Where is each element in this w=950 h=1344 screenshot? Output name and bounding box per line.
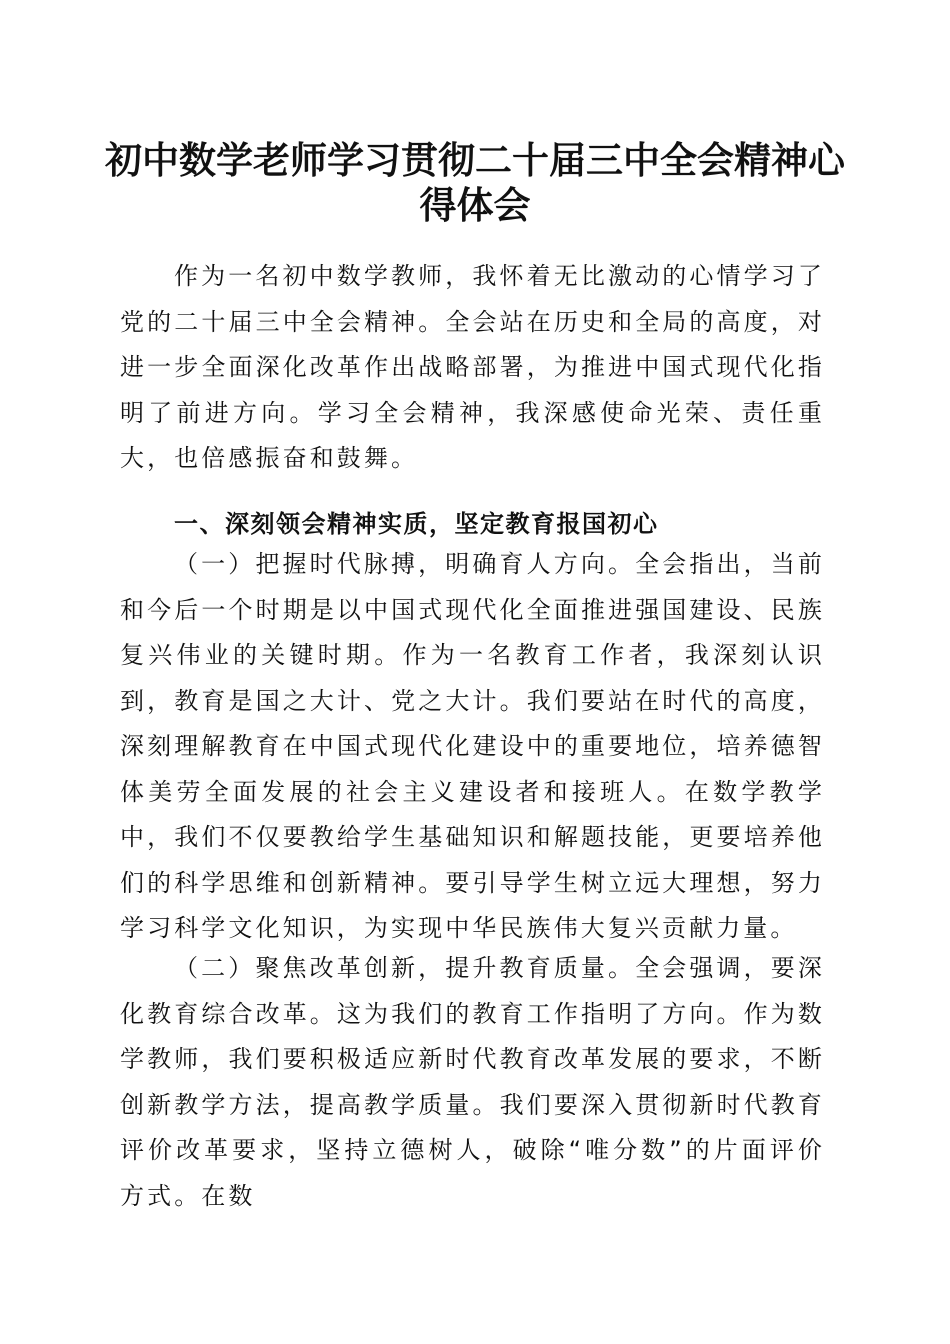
- subsection-body-1: 全会指出，当前和今后一个时期是以中国式现代化全面推进强国建设、民族复兴伟业的关键时期。作为一名教育工作者，我深刻认识到，教育是国之大计、党之大计。我们要站在时代的高度，深刻理解教育在中国式现代化建设中的重要地位，培养德智体美劳全面发展的社会主义建设者和接班人。在数学教学中，我们不仅要教给学生基础知识和解题技能，更要培养他们的科学思维和创新精神。要引导学生树立远大理想，努力学习科学文化知识，为实现中华民族伟大复兴贡献力量。: [120, 550, 825, 942]
- subsection-heading-2: （二）聚焦改革创新，提升教育质量。: [174, 954, 636, 982]
- document-title-line1: 初中数学老师学习贯彻二十届三中全会精神心: [105, 138, 845, 182]
- section-heading-1: 一、深刻领会精神实质，坚定教育报国初心: [174, 510, 659, 538]
- subsection-body-2: 全会强调，要深化教育综合改革。这为我们的教育工作指明了方向。作为数学教师，我们要积极适应新时代教育改革发展的要求，不断创新教学方法，提高教学质量。我们要深入贯彻新时代教育评价改革要求，坚持立德树人，破除“唯分数”的片面评价方式。在数: [120, 954, 825, 1210]
- subsection-paragraph-2: [120, 946, 825, 1219]
- subsection-paragraph-1: [120, 542, 825, 952]
- intro-paragraph: 作为一名初中数学教师，我怀着无比激动的心情学习了党的二十届三中全会精神。全会站在历史和全局的高度，对进一步全面深化改革作出战略部署，为推进中国式现代化指明了前进方向。学习全会精神，我深感使命光荣、责任重大，也倍感振奋和鼓舞。: [120, 262, 825, 472]
- document-title-line2: 得体会: [419, 183, 531, 227]
- subsection-heading-1: （一）把握时代脉搏，明确育人方向。: [174, 550, 636, 578]
